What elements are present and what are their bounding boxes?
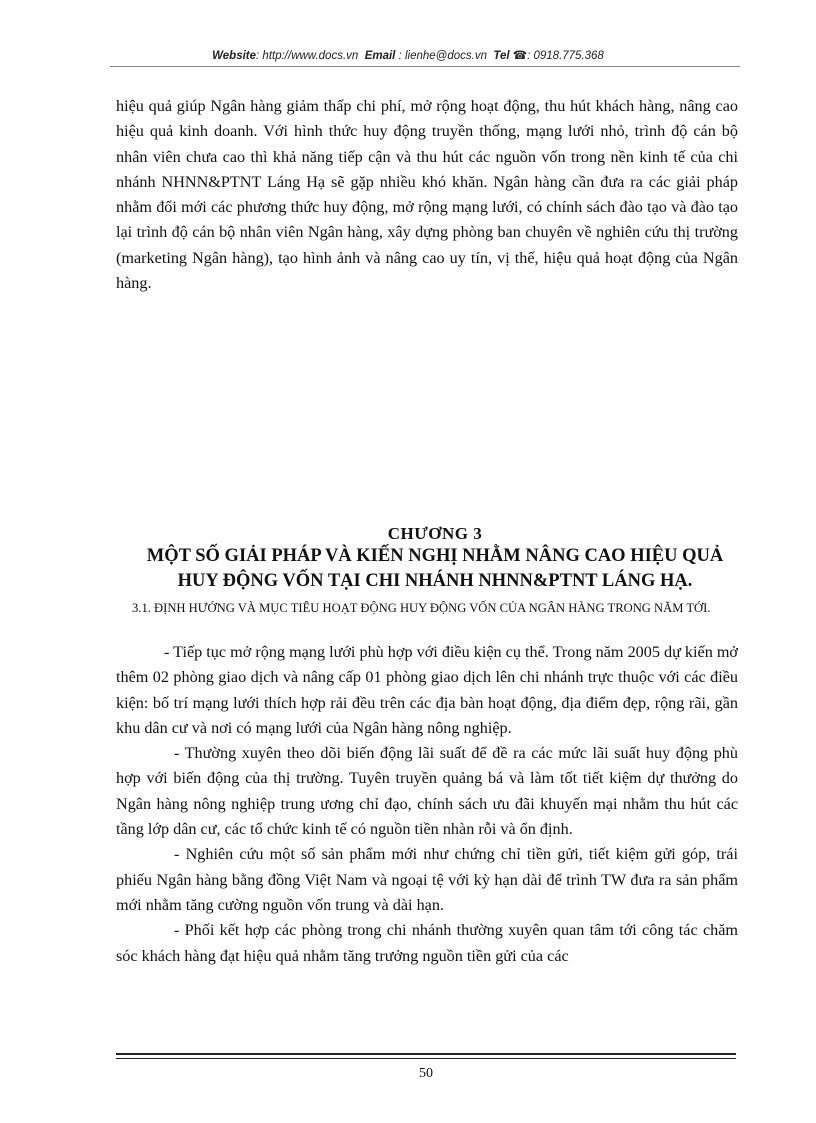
email-label: Email bbox=[364, 50, 396, 62]
website-label: Website bbox=[212, 50, 257, 62]
body-paragraph-4: - Phối kết hợp các phòng trong chi nhánh thường xuyên quan tâm tới công tác chăm sóc khách hàng đạt hiệu quả nhằm tăng trưởng nguồn tiền gửi của các bbox=[116, 921, 738, 965]
body-paragraph-3: - Nghiên cứu một số sản phẩm mới như chứng chỉ tiền gửi, tiết kiệm gửi góp, trái phiếu Ngân hàng bằng đồng Việt Nam và ngoại tệ với kỳ hạn dài để trình TW đưa ra sản phẩm mới nhằm tăng cường nguồn vốn trung và dài hạn. bbox=[116, 845, 738, 914]
section-title: ĐỊNH HƯỚNG VÀ MỤC TIÊU HOẠT ĐỘNG HUY ĐỘNG VỐN CỦA NGÂN HÀNG TRONG NĂM TỚI. bbox=[154, 601, 711, 615]
intro-paragraph: hiệu quả giúp Ngân hàng giảm thấp chi phí, mở rộng hoạt động, thu hút khách hàng, nâng cao hiệu quả kinh doanh. Với hình thức huy động truyền thống, mạng lưới nhỏ, trình độ cán bộ nhân viên chưa cao thì khả năng tiếp cận và thu hút các nguồn vốn trong nền kinh tế của chi nhánh NHNN&PTNT Láng Hạ sẽ gặp nhiều khó khăn. Ngân hàng cần đưa ra các giải pháp nhằm đổi mới các phương thức huy động, mở rộng mạng lưới, có chính sách đào tạo và đào tạo lại trình độ cán bộ nhân viên Ngân hàng, xây dựng phòng ban chuyên về nghiên cứu thị trường (marketing Ngân hàng), tạo hình ảnh và nâng cao uy tín, vị thế, hiệu quả hoạt động của Ngân hàng. bbox=[116, 97, 738, 293]
body-content bbox=[116, 640, 738, 969]
website-value[interactable]: : http://www.docs.vn bbox=[256, 50, 359, 62]
body-paragraph-2: - Thường xuyên theo dõi biến động lãi suất để đề ra các mức lãi suất huy động phù hợp với biến động của thị trường. Tuyên truyền quảng bá và làm tốt tiết kiệm dự thưởng do Ngân hàng nông nghiệp trung ương chỉ đạo, chính sách ưu đãi khuyến mại nhằm thu hút các tầng lớp dân cư, các tổ chức kinh tế có nguồn tiền nhàn rỗi và ổn định. bbox=[116, 744, 738, 839]
footer-divider-thin bbox=[116, 1058, 736, 1059]
email-value[interactable]: : lienhe@docs.vn bbox=[398, 50, 487, 62]
body-paragraph-1: - Tiếp tục mở rộng mạng lưới phù hợp với điều kiện cụ thể. Trong năm 2005 dự kiến mở thêm 02 phòng giao dịch và nâng cấp 01 phòng giao dịch lên chi nhánh trực thuộc với các điều kiện: bố trí mạng lưới thích hợp rải đều trên các địa bàn hoạt động, địa điểm đẹp, rộng rãi, gần khu dân cư và nơi có mạng lưới của Ngân hàng nông nghiệp. bbox=[116, 643, 738, 737]
footer-divider-thick bbox=[116, 1053, 736, 1055]
page-header bbox=[0, 48, 816, 62]
section-number: 3.1. bbox=[132, 601, 151, 615]
tel-value: : 0918.775.368 bbox=[527, 50, 604, 62]
page-number: 50 bbox=[419, 1066, 433, 1081]
chapter-title-line-1: MỘT SỐ GIẢI PHÁP VÀ KIẾN NGHỊ NHẰM NÂNG CAO HIỆU QUẢ bbox=[146, 546, 724, 566]
tel-label: Tel bbox=[493, 50, 510, 62]
chapter-heading: CHƯƠNG 3 bbox=[387, 524, 483, 543]
chapter-title-line-2: HUY ĐỘNG VỐN TẠI CHI NHÁNH NHNN&PTNT LÁNG HẠ. bbox=[177, 571, 693, 591]
section-heading bbox=[116, 598, 746, 618]
phone-icon: ☎ bbox=[512, 50, 528, 62]
header-divider bbox=[110, 66, 740, 67]
